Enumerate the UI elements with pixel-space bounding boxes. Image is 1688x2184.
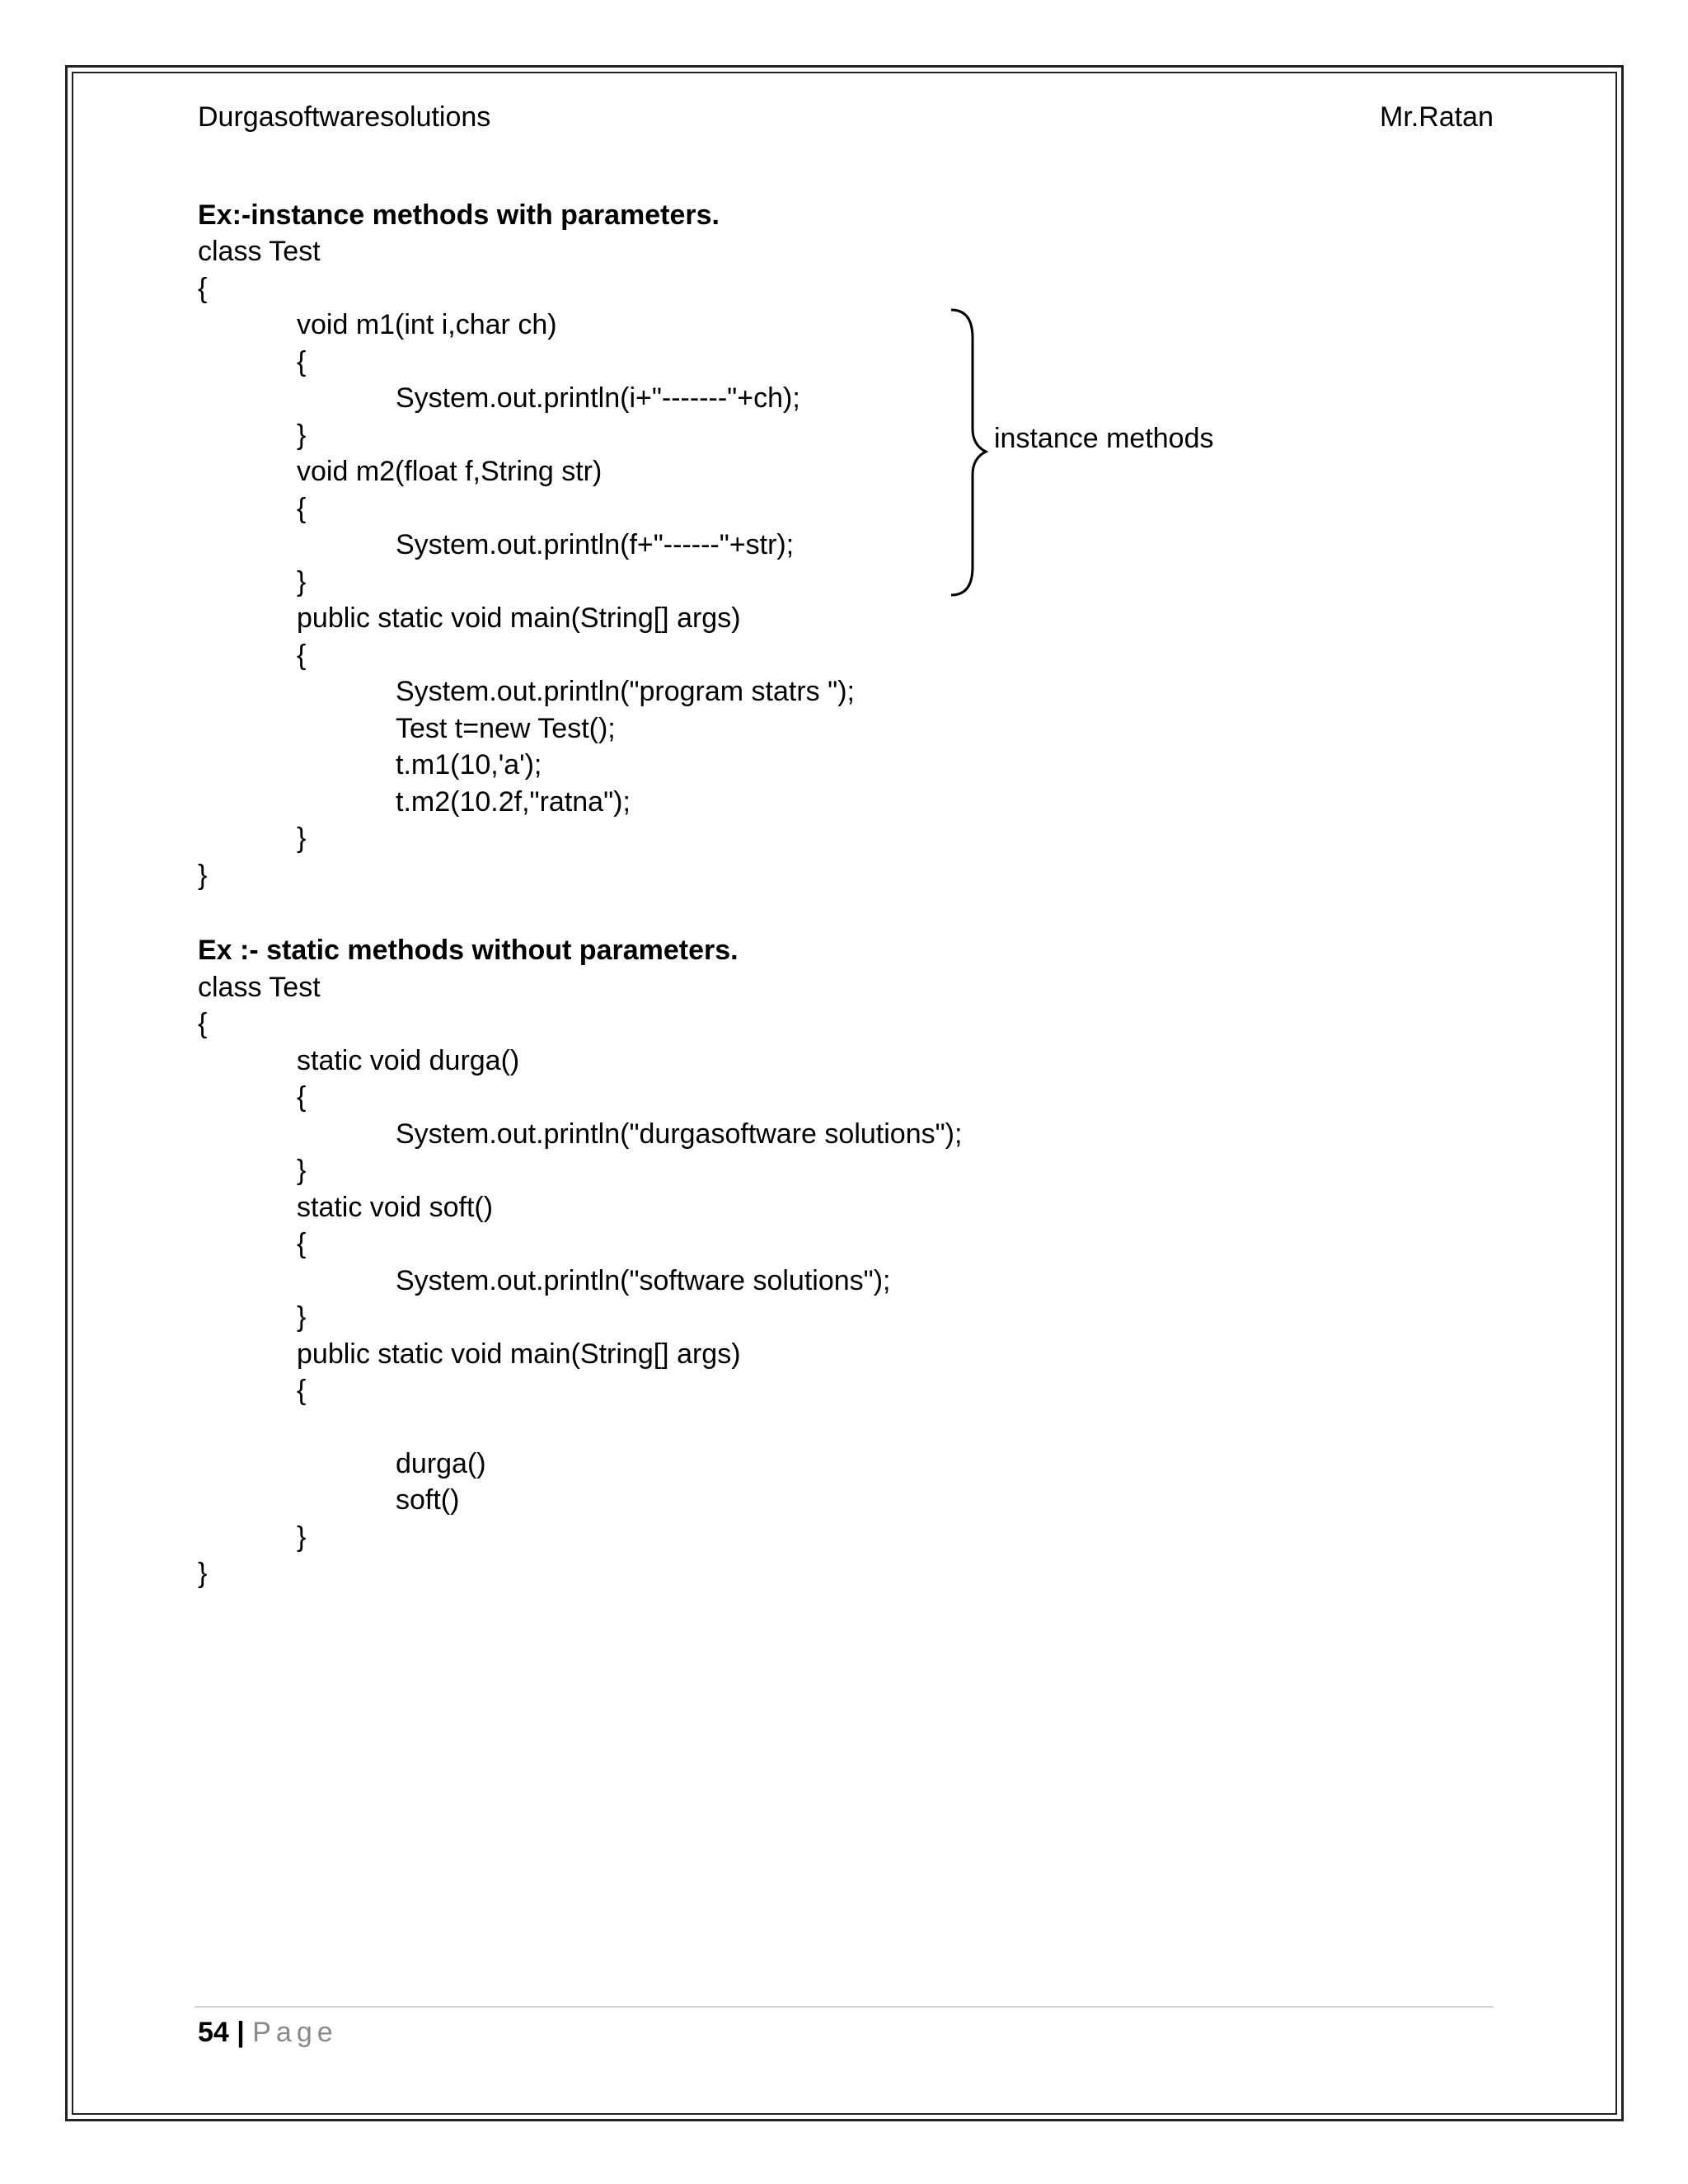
code-line: }	[198, 860, 208, 891]
header-company: Durgasoftwaresolutions	[198, 101, 491, 133]
code-line: {	[297, 1081, 307, 1113]
code-line: }	[198, 1558, 208, 1589]
code-line: static void durga()	[297, 1045, 520, 1076]
code-line: System.out.println(i+"-------"+ch);	[396, 382, 800, 414]
code-line: soft()	[396, 1484, 460, 1516]
code-line: public static void main(String[] args)	[297, 1338, 741, 1370]
instance-methods-label: instance methods	[994, 423, 1214, 454]
code-line: Test t=new Test();	[396, 713, 616, 744]
code-line: System.out.println(f+"------"+str);	[396, 529, 795, 560]
code-line: t.m1(10,'a');	[396, 749, 542, 780]
code-line: class Test	[198, 236, 321, 267]
code-line: }	[297, 1521, 307, 1553]
code-line: System.out.println("program statrs ");	[396, 676, 855, 707]
code-line: }	[297, 1155, 307, 1186]
example1-heading: Ex:-instance methods with parameters.	[198, 199, 720, 231]
footer-separator: |	[237, 2017, 245, 2048]
code-line: System.out.println("software solutions");	[396, 1265, 891, 1296]
code-line: {	[297, 1375, 307, 1406]
code-line: }	[297, 823, 307, 854]
page-word: Page	[252, 2017, 338, 2048]
footer-divider	[195, 2006, 1493, 2008]
code-line: void m2(float f,String str)	[297, 456, 603, 487]
code-line: System.out.println("durgasoftware solutions");	[396, 1118, 963, 1150]
code-line: {	[297, 640, 307, 671]
page-number: 54	[198, 2017, 229, 2048]
code-line: class Test	[198, 972, 321, 1003]
code-line: {	[297, 346, 307, 377]
header-author: Mr.Ratan	[1380, 101, 1493, 133]
code-line: t.m2(10.2f,"ratna");	[396, 786, 631, 818]
code-line: durga()	[396, 1448, 486, 1479]
code-line: {	[297, 493, 307, 524]
code-line: {	[297, 1228, 307, 1259]
code-line: void m1(int i,char ch)	[297, 309, 557, 340]
example2-heading: Ex :- static methods without parameters.	[198, 935, 738, 966]
page-footer	[198, 2014, 338, 2050]
code-line: public static void main(String[] args)	[297, 602, 741, 634]
code-line: {	[198, 1008, 208, 1039]
code-line: }	[297, 419, 307, 451]
code-line: static void soft()	[297, 1192, 494, 1223]
code-line: }	[297, 1301, 307, 1333]
code-line: }	[297, 566, 307, 598]
code-line: {	[198, 273, 208, 304]
